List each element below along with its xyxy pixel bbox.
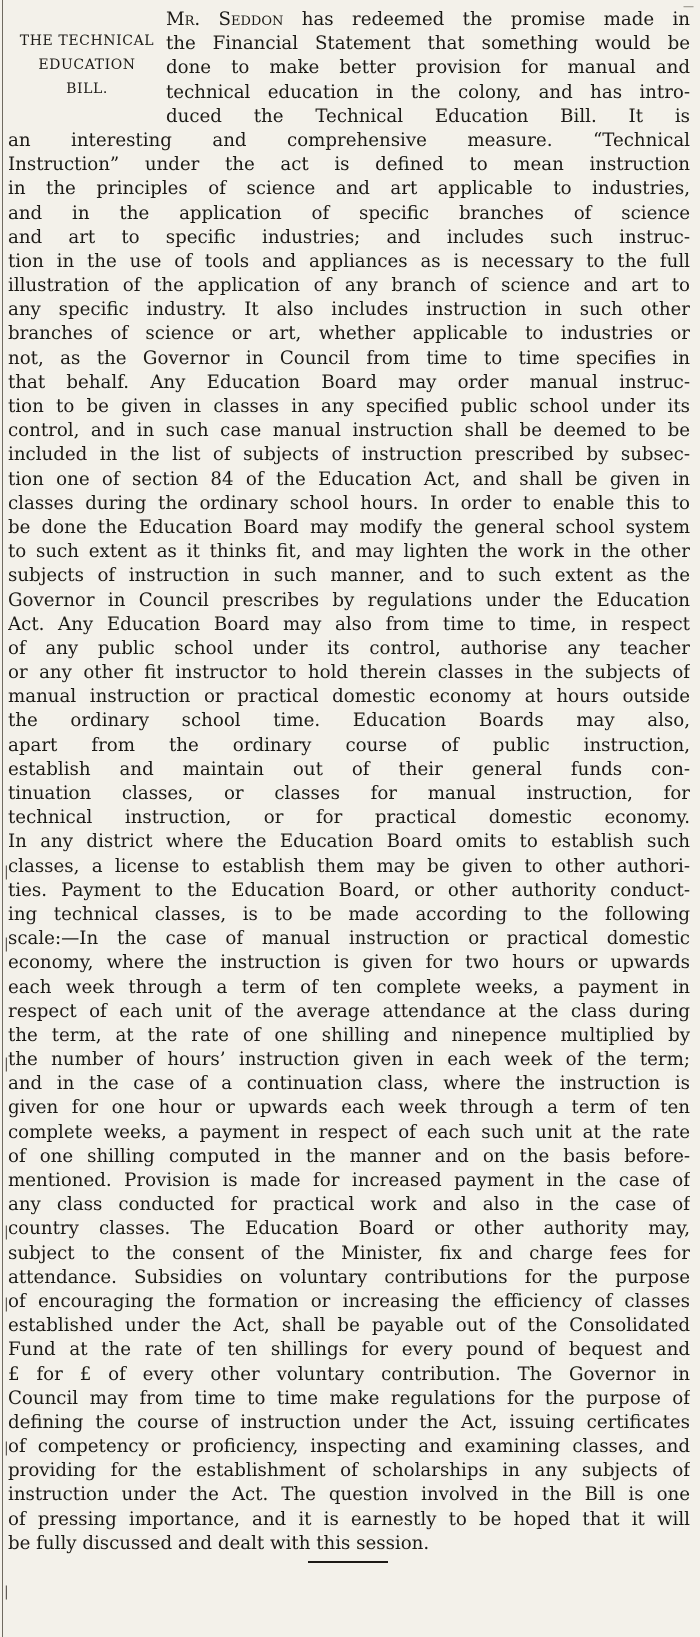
article-line: that behalf. Any Education Board may order manual instruc- (8, 371, 690, 393)
article-line: £ for £ of every other voluntary contribution. The Governor in (8, 1363, 690, 1385)
article-line: classes, a license to establish them may be given to other authori- (8, 855, 690, 877)
article-line: each week through a term of ten complete weeks, a payment in (8, 976, 690, 998)
article-line: be fully discussed and dealt with this session. (8, 1532, 430, 1554)
article-line: Mr. Seddon has redeemed the promise made in (166, 9, 690, 30)
side-heading-line: EDUCATION (38, 57, 136, 73)
article-line: and in the application of specific branches of science (8, 202, 690, 224)
article-line: or any other fit instructor to hold therein classes in the subjects of (8, 662, 690, 684)
article-line: tinuation classes, or classes for manual instruction, for (8, 783, 690, 804)
gutter-mark: | (4, 1296, 9, 1312)
section-divider (308, 1561, 388, 1563)
article-line: of pressing importance, and it is earnestly to be hoped that it will (8, 1508, 690, 1530)
article-line: be done the Education Board may modify the general school system (8, 516, 690, 538)
article-line: ing technical classes, is to be made according to the following (8, 903, 690, 925)
article-line: Council may from time to time make regulations for the purpose of (8, 1387, 690, 1409)
article-line: the number of hours’ instruction given in each week of the term; (8, 1049, 690, 1071)
article-line: Fund at the rate of ten shillings for every pound of bequest and (8, 1339, 690, 1361)
article-line: technical education in the colony, and has intro- (166, 81, 690, 103)
article-line: economy, where the instruction is given for two hours or upwards (8, 952, 690, 974)
article-line: the term, at the rate of one shilling and ninepence multiplied by (8, 1024, 690, 1046)
article-line: any class conducted for practical work and also in the case of (8, 1194, 690, 1216)
article-line: mentioned. Provision is made for increased payment in the case of (8, 1170, 690, 1191)
article-line: instruction under the Act. The question involved in the Bill is one (8, 1484, 690, 1506)
article-line: Act. Any Education Board may also from time to time, in respect (8, 613, 690, 635)
gutter-mark: | (4, 1584, 9, 1600)
article-line: Instruction” under the act is defined to mean instruction (8, 154, 690, 176)
article-line: done to make better provision for manual and (166, 57, 690, 79)
article-line: an interesting and comprehensive measure. “Technical (8, 129, 690, 151)
article-line: tion to be given in classes in any specified public school under its (8, 396, 690, 417)
article-line: defining the course of instruction under the Act, issuing certificates (8, 1411, 690, 1433)
article-line: of any public school under its control, authorise any teacher (8, 637, 690, 659)
article-line: duced the Technical Education Bill. It is (166, 105, 690, 127)
article-line: not, as the Governor in Council from time to time specifies in (8, 347, 690, 369)
article-line: ties. Payment to the Education Board, or other authority conduct- (8, 879, 690, 901)
article-line: scale:—In the case of manual instruction or practical domestic (8, 928, 690, 950)
gutter-mark: | (4, 1224, 9, 1240)
article-line: classes during the ordinary school hours. In order to enable this to (8, 492, 690, 514)
article-line: and art to specific industries; and includes such instruc- (8, 226, 690, 248)
article-body (8, 8, 690, 1556)
article-line: the ordinary school time. Education Boards may also, (8, 710, 690, 732)
gutter-mark: | (4, 1440, 9, 1456)
gutter-mark: | (4, 1056, 9, 1072)
article-line: illustration of the application of any branch of science and art to (8, 275, 690, 297)
article-line: country classes. The Education Board or other authority may, (8, 1218, 690, 1240)
article-line: and in the case of a continuation class, where the instruction is (8, 1073, 690, 1095)
article-line: given for one hour or upwards each week through a term of ten (8, 1097, 690, 1119)
side-heading-line: THE TECHNICAL (19, 33, 155, 49)
article-line: tion in the use of tools and appliances as is necessary to the full (8, 250, 690, 272)
side-heading-line: BILL. (66, 81, 108, 97)
article-line: Governor in Council prescribes by regulations under the Education (8, 589, 690, 611)
article-line: of competency or proficiency, inspecting and examining classes, and (8, 1436, 690, 1458)
article-line: complete weeks, a payment in respect of each such unit at the rate (8, 1121, 690, 1143)
article-line: any specific industry. It also includes instruction in such other (8, 299, 690, 321)
article-line: the Financial Statement that something would be (166, 33, 690, 55)
gutter-mark: | (4, 864, 9, 880)
article-line: technical instruction, or for practical domestic economy. (8, 807, 690, 829)
article-line: subjects of instruction in such manner, and to such extent as the (8, 565, 690, 587)
article-line: established under the Act, shall be payable out of the Consolidated (8, 1315, 690, 1337)
article-line: attendance. Subsidies on voluntary contributions for the purpose (8, 1266, 690, 1288)
article-line: branches of science or art, whether applicable to industries or (8, 323, 690, 345)
article-line: to such extent as it thinks fit, and may lighten the work in the other (8, 541, 690, 563)
gutter-mark: | (4, 936, 9, 952)
article-line: included in the list of subjects of instruction prescribed by subsec- (8, 444, 690, 466)
article-line: respect of each unit of the average attendance at the class during (8, 1000, 690, 1022)
article-line: control, and in such case manual instruction shall be deemed to be (8, 420, 690, 442)
article-line: providing for the establishment of scholarships in any subjects of (8, 1460, 690, 1482)
lead-name: Mr. Seddon (166, 9, 284, 30)
article-line: of encouraging the formation or increasing the efficiency of classes (8, 1290, 690, 1312)
article-line: apart from the ordinary course of public instruction, (8, 734, 690, 756)
article-line: in the principles of science and art applicable to industries, (8, 178, 690, 200)
article-line: establish and maintain out of their general funds con- (8, 758, 690, 780)
article-line: tion one of section 84 of the Education Act, and shall be given in (8, 468, 690, 490)
article-line: subject to the consent of the Minister, fix and charge fees for (8, 1242, 690, 1264)
corner-mark: — (683, 0, 694, 13)
article-line: manual instruction or practical domestic economy at hours outside (8, 686, 690, 708)
article-line: of one shilling computed in the manner and on the basis before- (8, 1145, 690, 1167)
article-line: In any district where the Education Board omits to establish such (8, 831, 690, 853)
